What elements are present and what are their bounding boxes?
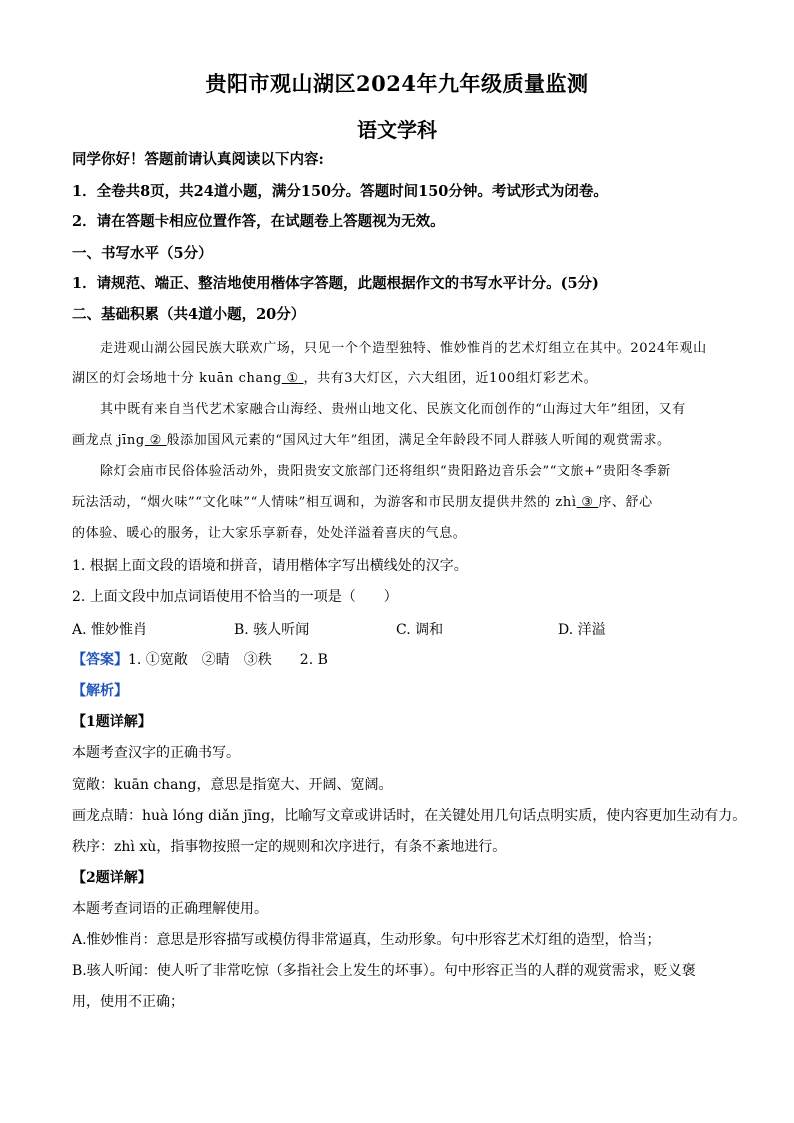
- detail-2-label: 【2题详解】: [72, 870, 152, 886]
- passage-p3-line1: 除灯会庙市民俗体验活动外，贵阳贵安文旅部门还将组织“贵阳路边音乐会”“文旅+”贵阳冬季新: [100, 464, 671, 479]
- passage-p3-line2: [72, 493, 722, 513]
- rule-2: 2．请在答题卡相应位置作答，在试题卷上答题视为无效。: [72, 213, 445, 230]
- analysis-label: 【解析】: [72, 683, 128, 699]
- passage-text: 湖区的灯会场地十分 kuān chang: [72, 371, 282, 386]
- option-b: B. 骇人听闻: [234, 622, 310, 638]
- detail-1-line3: 画龙点睛：huà lóng diǎn jīng，比喻写文章或讲话时，在关键处用几句话点明实质，使内容更加生动有力。: [72, 808, 747, 824]
- answer-line: [72, 650, 722, 670]
- rule-1: 1．全卷共8页，共24道小题，满分150分。答题时间150分钟。考试形式为闭卷。: [72, 183, 608, 200]
- section-2-heading: 二、基础积累（共4道小题，20分）: [72, 306, 306, 323]
- option-a: A. 惟妙惟肖: [72, 622, 148, 638]
- detail-1-line4: 秩序：zhì xù，指事物按照一定的规则和次序进行，有条不紊地进行。: [72, 839, 507, 855]
- passage-p2-line2: [72, 431, 722, 451]
- fill-blank-3: ③: [581, 495, 594, 510]
- passage-text: 玩法活动，“烟火味”“文化味”“人情味”相互调和，为游客和市民朋友提供井然的 zhì: [72, 495, 577, 510]
- detail-2-line3: B.骇人听闻：使人听了非常吃惊（多指社会上发生的坏事）。句中形容正当的人群的观赏需求，贬义褒: [72, 963, 696, 979]
- detail-1-line1: 本题考查汉字的正确书写。: [72, 745, 240, 761]
- passage-text: 画龙点 jīng: [72, 433, 145, 448]
- passage-text: ，共有3大灯区，六大组团，近100组灯彩艺术。: [303, 371, 598, 386]
- detail-2-line1: 本题考查词语的正确理解使用。: [72, 901, 268, 917]
- greeting: 同学你好！答题前请认真阅读以下内容:: [72, 151, 324, 168]
- detail-1-label: 【1题详解】: [72, 714, 152, 730]
- option-d: D. 洋溢: [558, 622, 606, 638]
- passage-p3-line3: 的体验、暖心的服务，让大家乐享新春，处处洋溢着喜庆的气息。: [72, 526, 467, 541]
- option-c: C. 调和: [396, 622, 444, 638]
- detail-1-line2: 宽敞：kuān chang，意思是指宽大、开阔、宽阔。: [72, 777, 393, 793]
- passage-p1-line1: 走进观山湖公园民族大联欢广场，只见一个个造型独特、惟妙惟肖的艺术灯组立在其中。2024年观山: [100, 341, 707, 356]
- fill-blank-1: ①: [286, 371, 299, 386]
- section-1-heading: 一、书写水平（5分）: [72, 245, 213, 262]
- passage-p2-line1: 其中既有来自当代艺术家融合山海经、贵州山地文化、民族文化而创作的“山海过大年”组团，又有: [100, 402, 686, 417]
- answer-label: 【答案】: [72, 652, 128, 668]
- passage-p1-line2: [72, 369, 722, 389]
- question-1: 1. 根据上面文段的语境和拼音，请用楷体字写出横线处的汉字。: [72, 558, 468, 574]
- exam-title: 贵阳市观山湖区2024年九年级质量监测: [205, 71, 589, 96]
- question-2: 2. 上面文段中加点词语使用不恰当的一项是（ ）: [72, 589, 398, 605]
- passage-text: 般添加国风元素的“国风过大年”组团，满足全年龄段不同人群骇人听闻的观赏需求。: [166, 433, 671, 448]
- subject-title: 语文学科: [357, 118, 437, 142]
- passage-text: 序、舒心: [598, 495, 653, 510]
- detail-2-line4: 用，使用不正确；: [72, 994, 184, 1010]
- detail-2-line2: A.惟妙惟肖：意思是形容描写或模仿得非常逼真，生动形象。句中形容艺术灯组的造型，恰当；: [72, 932, 661, 948]
- answer-text: 1. ①宽敞 ②睛 ③秩 2. B: [128, 652, 328, 668]
- fill-blank-2: ②: [149, 433, 162, 448]
- section-1-question: 1．请规范、端正、整洁地使用楷体字答题，此题根据作文的书写水平计分。(5分): [72, 275, 599, 292]
